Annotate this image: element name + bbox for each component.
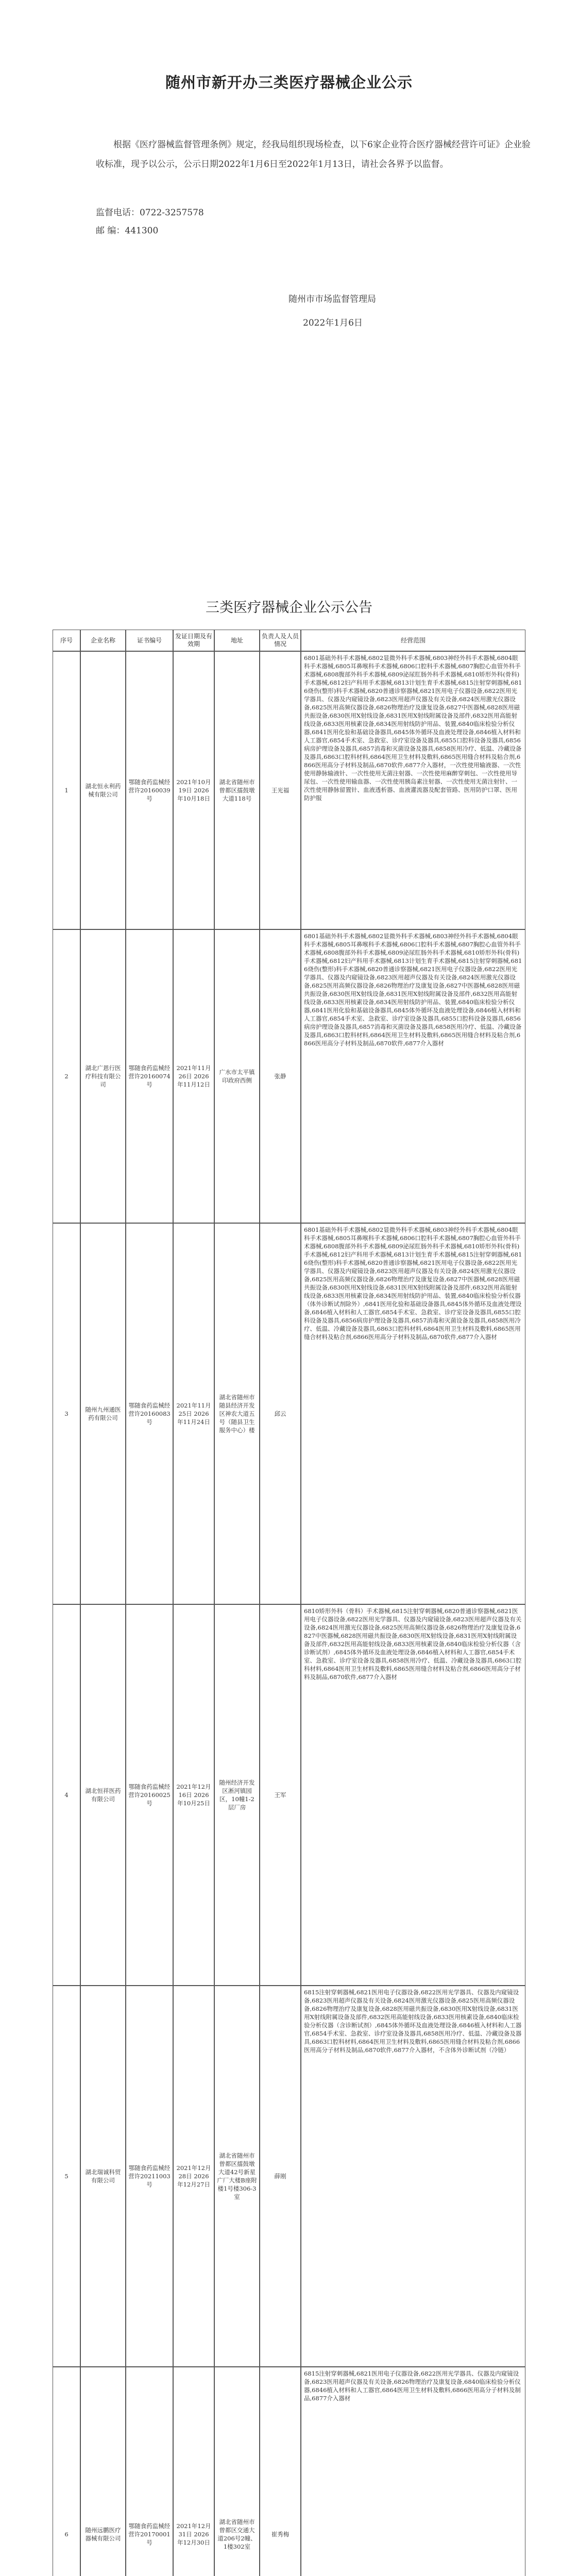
postcode-line: 邮 编：441300 [96,226,159,236]
row-3-seq: 3 [53,1223,80,1604]
row-3-scope: 6801基础外科手术器械,6802显微外科手术器械,6803神经外科手术器械,6804眼科手术器械,6805耳鼻喉科手术器械,6806口腔科手术器械,6807胸腔心血管外科手术器械,6808腹部外科手术器械,6809泌尿肛肠外科手术器械,6810矫形外科(骨科)手术器械,6812妇产科用手术器械,6813计划生育手术器械,6815注射穿刺器械,6816烧伤(整形)科手术器械,6820普通诊察器械,6821医用电子仪器设备,6822医用光学器具、仪器及内窥镜设备,6823医用超声仪器及有关设备,6824医用激光仪器设备,6825医用高频仪器设备,6826物理治疗及康复设备,6827中医器械,6828医用磁共振设备,6830医用X射线设备,6831医用X射线附属设备及部件,6832医用高能射线设备,6833医用核素设备,6834医用射线防护用品、装置,6840临床检验分析仪器（体外诊断试剂除外）,6841医用化验和基础设备器具,6845体外循环及血液处理设备,6846植入材料和人工器官,6854手术室、急救室、诊疗室设备及器具,6855口腔科设备及器具,6856病房护理设备及器具,6857消毒和灭菌设备及器具,6858医用冷疗、低温、冷藏设备及器具,6863口腔科材料,6864医用卫生材料及敷料,6865医用缝合材料及粘合剂,6866医用高分子材料及制品,6870软件,6877介入器材 [301,1223,525,1604]
row-2-address: 广水市太平镇印政府西侧 [214,929,260,1223]
row-6-company: 随州远鹏医疗器械有限公司 [80,2367,126,2576]
row-2-person: 张静 [260,929,301,1223]
row-6-person: 崔秀梅 [260,2367,301,2576]
row-5-person: 薛刚 [260,1986,301,2367]
phone-line: 监督电话：0722-3257578 [96,208,204,218]
row-3-company: 随州九州通医药有限公司 [80,1223,126,1604]
row-3-date: 2021年11月25日 2026年11月24日 [173,1223,214,1604]
row-5-date: 2021年12月28日 2026年12月27日 [173,1986,214,2367]
row-4-seq: 4 [53,1604,80,1986]
row-5-address: 湖北省随州市曾都区擂鼓墩大道42号新星广厂大楼B座附楼1号楼306-3室 [214,1986,260,2367]
row-1-seq: 1 [53,651,80,929]
row-6-date: 2021年12月31日 2026年12月30日 [173,2367,214,2576]
row-3-cert: 鄂随食药监械经营许20160083号 [126,1223,173,1604]
row-4-person: 王军 [260,1604,301,1986]
header-cert: 证书编号 [126,630,173,651]
header-date: 发证日期及有效期 [173,630,214,651]
header-scope: 经营范围 [301,630,525,651]
header-person: 负责人及人员情况 [260,630,301,651]
row-2-cert: 鄂随食药监械经营许20160074号 [126,929,173,1223]
row-4-address: 随州经济开发区淅河镇园区，10幢1-2层厂房 [214,1604,260,1986]
row-6-cert: 鄂随食药监械经营许20170001号 [126,2367,173,2576]
row-1-address: 湖北省随州市曾都区擂鼓墩大道118号 [214,651,260,929]
table-caption: 三类医疗器械企业公示公告 [206,600,372,616]
row-4-scope: 6810矫形外科（骨科）手术器械,6815注射穿刺器械,6820普通诊察器械,6821医用电子仪器设备,6822医用光学器具、仪器及内窥镜设备,6823医用超声仪器及有关设备,6824医用激光仪器设备,6825医用高频仪器设备,6826物理治疗及康复设备,6827中医器械,6828医用磁共振设备,6830医用X射线设备,6831医用X射线附属设备及部件,6832医用高能射线设备,6833医用核素设备,6840临床检验分析仪器（含诊断试剂）,6845体外循环及血液处理设备,6846植入材料和人工器官,6854手术室、急救室、诊疗室设备及器具,6858医用冷疗、低温、冷藏设备及器具,6863口腔科材料,6864医用卫生材料及敷料,6865医用缝合材料及粘合剂,6866医用高分子材料及制品,6870软件,6877介入器材 [301,1604,525,1986]
row-4-cert: 鄂随食药监械经营许20160025号 [126,1604,173,1986]
row-4-company: 湖北恒祥医药有限公司 [80,1604,126,1986]
row-1-company: 湖北恒永利药械有限公司 [80,651,126,929]
row-2-scope: 6801基础外科手术器械,6802显微外科手术器械,6803神经外科手术器械,6804眼科手术器械,6805耳鼻喉科手术器械,6806口腔科手术器械,6807胸腔心血管外科手术器械,6808腹部外科手术器械,6809泌尿肛肠外科手术器械,6810矫形外科(骨科)手术器械,6812妇产科用手术器械,6813计划生育手术器械,6815注射穿刺器械,6816烧伤(整形)科手术器械,6820普通诊察器械,6821医用电子仪器设备,6822医用光学器具、仪器及内窥镜设备,6823医用超声仪器及有关设备,6824医用激光仪器设备,6825医用高频仪器设备,6826物理治疗及康复设备,6827中医器械,6828医用磁共振设备,6830医用X射线设备,6831医用X射线附属设备及部件,6832医用高能射线设备,6833医用核素设备,6834医用射线防护用品、装置,6840临床检验分析仪器,6841医用化验和基础设备器具,6845体外循环及血液处理设备,6846植入材料和人工器官,6854手术室、急救室、诊疗室设备及器具,6855口腔科设备及器具,6856病房护理设备及器具,6857消毒和灭菌设备及器具,6858医用冷疗、低温、冷藏设备及器具,6863口腔科材料,6864医用卫生材料及敷料,6865医用缝合材料及粘合剂,6866医用高分子材料及制品,6870软件,6877介入器材 [301,929,525,1223]
row-1-scope: 6801基础外科手术器械,6802显微外科手术器械,6803神经外科手术器械,6804眼科手术器械,6805耳鼻喉科手术器械,6806口腔科手术器械,6807胸腔心血管外科手术器械,6808腹部外科手术器械,6809泌尿肛肠外科手术器械,6810矫形外科(骨科)手术器械,6812妇产科用手术器械,6813计划生育手术器械,6815注射穿刺器械,6816烧伤(整形)科手术器械,6820普通诊察器械,6821医用电子仪器设备,6822医用光学器具、仪器及内窥镜设备,6823医用超声仪器及有关设备,6824医用激光仪器设备,6825医用高频仪器设备,6826物理治疗及康复设备,6827中医器械,6828医用磁共振设备,6830医用X射线设备,6831医用X射线附属设备及部件,6832医用高能射线设备,6833医用核素设备,6834医用射线防护用品、装置,6840临床检验分析仪器,6841医用化验和基础设备器具,6845体外循环及血液处理设备,6846植入材料和人工器官,6854手术室、急救室、诊疗室设备及器具,6855口腔科设备及器具,6856病房护理设备及器具,6857消毒和灭菌设备及器具,6858医用冷疗、低温、冷藏设备及器具,6863口腔科材料,6864医用卫生材料及敷料,6865医用缝合材料及粘合剂,6866医用高分子材料及制品,6870软件,6877介入器材，一次性使用输液器、一次性使用静脉输液针、一次性使用无菌注射器、一次性使用麻醉穿刺包、一次性使用导尿包、一次性使用输血器、一次性使用胰岛素注射器、一次性使用无菌注射针、一次性使用静脉留置针、血液透析器、血液灌流器及配套管路、医用防护口罩、医用防护服 [301,651,525,929]
issuer: 随州市市场监督管理局 [288,294,376,304]
row-5-scope: 6815注射穿刺器械,6821医用电子仪器设备,6822医用光学器具、仪器及内窥镜设备,6823医用超声仪器及有关设备,6824医用激光仪器设备,6825医用高频仪器设备,6826物理治疗及康复设备,6828医用磁共振设备,6830医用X射线设备,6831医用X射线附属设备及部件,6832医用高能射线设备,6833医用核素设备,6840临床检验分析仪器（含诊断试剂）,6845体外循环及血液处理设备,6846植入材料和人工器官,6854手术室、急救室、诊疗室设备及器具,6858医用冷疗、低温、冷藏设备及器具,6863口腔科材料,6864医用卫生材料及敷料,6865医用缝合材料及粘合剂,6866医用高分子材料及制品,6870软件,6877介入器材，不含体外诊断试剂（冷链） [301,1986,525,2367]
row-3-person: 邱云 [260,1223,301,1604]
notice-title: 随州市新开办三类医疗器械企业公示 [165,74,413,91]
header-company: 企业名称 [80,630,126,651]
row-1-person: 王光福 [260,651,301,929]
row-1-cert: 鄂随食药监械经营许20160039号 [126,651,173,929]
row-5-seq: 5 [53,1986,80,2367]
row-3-address: 湖北省随州市随县经济开发区神农大道五号（随县卫生服务中心）楼 [214,1223,260,1604]
row-5-company: 湖北瑞诚科贸有限公司 [80,1986,126,2367]
row-2-company: 湖北广恩行医疗科技有限公司 [80,929,126,1223]
row-5-cert: 鄂随食药监械经营许20211003号 [126,1986,173,2367]
issue-date: 2022年1月6日 [303,318,363,328]
header-seq: 序号 [53,630,80,651]
row-6-scope: 6815注射穿刺器械,6821医用电子仪器设备,6822医用光学器具、仪器及内窥镜设备,6823医用超声仪器及有关设备,6826物理治疗及康复设备,6840临床检验分析仪器,6846植入材料和人工器官,6864医用卫生材料及敷料,6866医用高分子材料及制品,6877介入器材 [301,2367,525,2576]
row-1-date: 2021年10月19日 2026年10月18日 [173,651,214,929]
row-4-date: 2021年12月16日 2026年10月25日 [173,1604,214,1986]
row-6-address: 湖北省随州市曾都区交通大道206号2幢、1楼302室 [214,2367,260,2576]
header-address: 地址 [214,630,260,651]
notice-paragraph: 根据《医疗器械监督管理条例》规定，经我局组织现场检查，以下6家企业符合医疗器械经营许可证》企业验收标准，现予以公示，公示日期2022年1月6日至2022年1月13日，请社会各界予以监督。 [96,140,531,170]
row-6-seq: 6 [53,2367,80,2576]
row-2-date: 2021年11月26日 2026年11月12日 [173,929,214,1223]
row-2-seq: 2 [53,929,80,1223]
